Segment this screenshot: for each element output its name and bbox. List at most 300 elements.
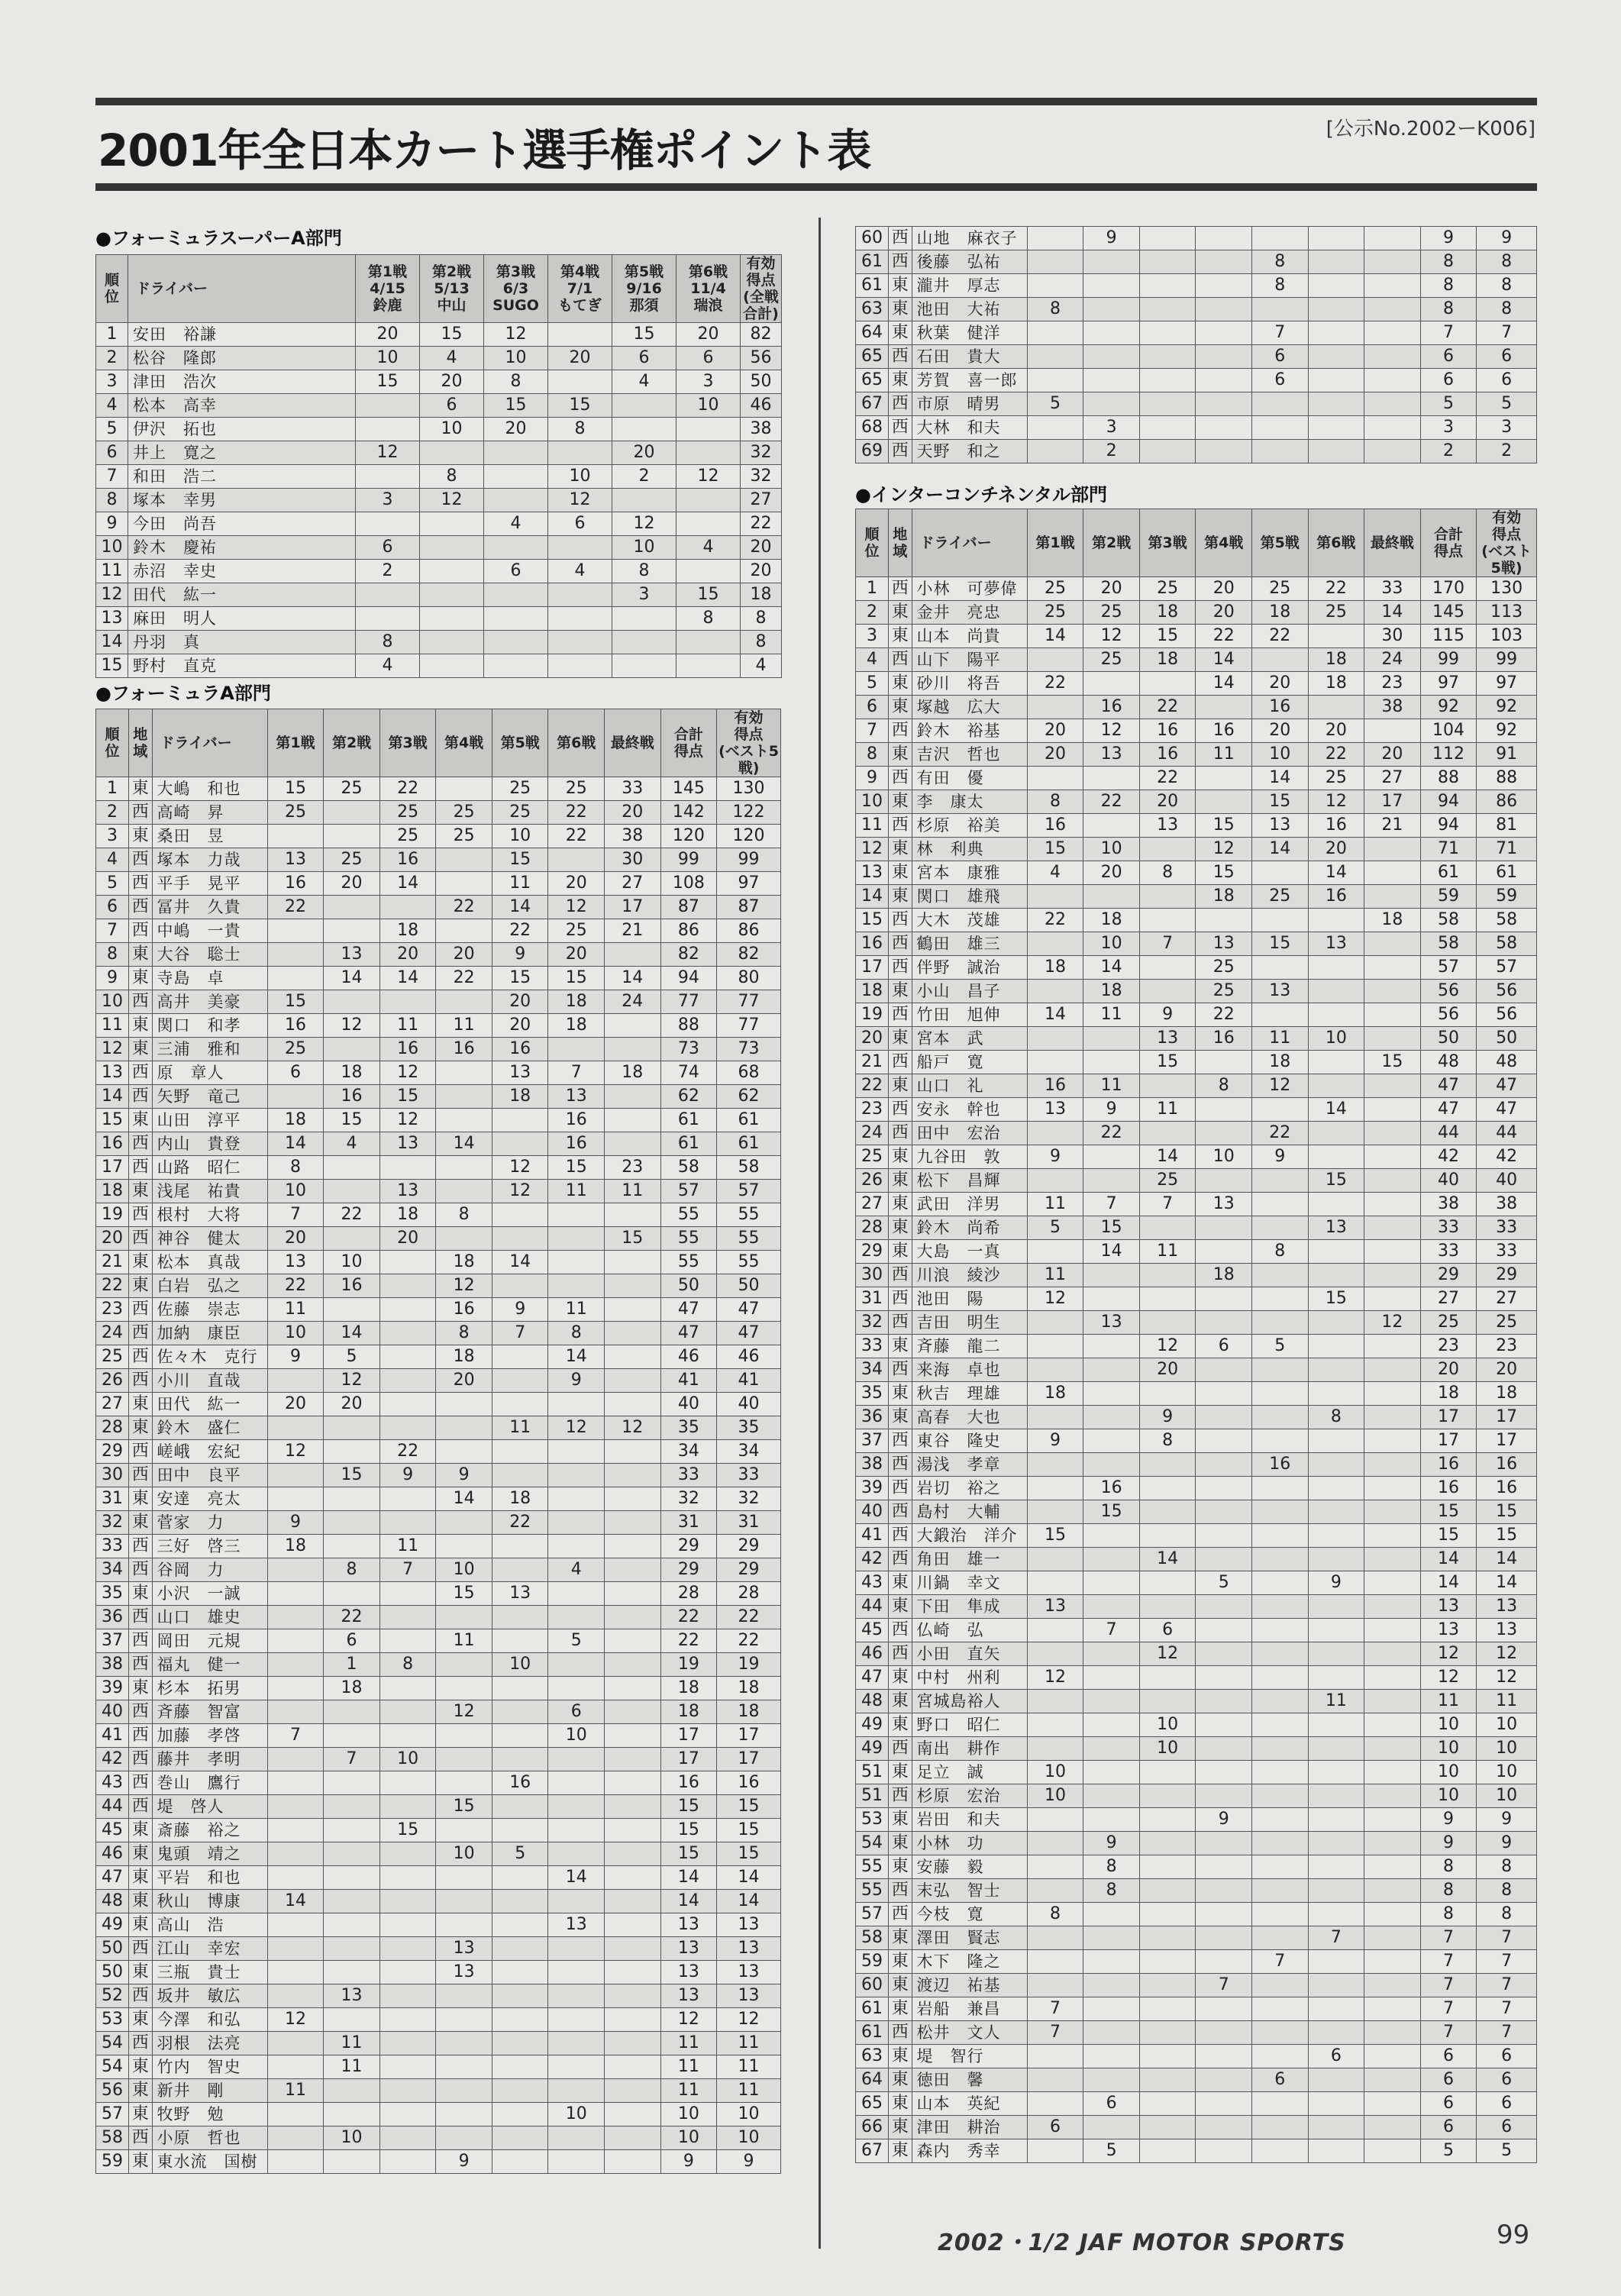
- table-cell: 8: [1420, 1855, 1477, 1879]
- table-cell: [267, 1937, 324, 1961]
- table-cell: [1196, 1500, 1252, 1524]
- table-cell: 10: [548, 465, 612, 489]
- driver-name-cell: 宮本 武: [912, 1027, 1027, 1051]
- table-cell: 14: [379, 872, 436, 896]
- column-header: 順 位: [96, 255, 128, 323]
- table-cell: 東: [128, 825, 152, 848]
- driver-name-cell: 小山 昌子: [912, 980, 1027, 1003]
- table-cell: 10: [1027, 1784, 1083, 1808]
- table-cell: 65: [856, 369, 889, 392]
- table-cell: [1196, 1406, 1252, 1429]
- table-row: [96, 1890, 781, 1913]
- table-cell: 25: [492, 801, 548, 825]
- table-cell: [1139, 1808, 1196, 1832]
- table-cell: 31: [717, 1511, 781, 1535]
- table-cell: [1364, 719, 1421, 743]
- table-cell: 14: [856, 885, 889, 909]
- table-cell: [436, 777, 492, 801]
- table-cell: 58: [856, 1926, 889, 1950]
- table-cell: [492, 1866, 548, 1890]
- table-cell: 46: [856, 1642, 889, 1666]
- table-cell: 17: [1364, 790, 1421, 814]
- table-cell: [324, 1937, 380, 1961]
- table-cell: 7: [1477, 1950, 1537, 1974]
- table-cell: 4: [741, 654, 782, 678]
- table-cell: 13: [548, 1085, 605, 1109]
- table-cell: 14: [1252, 767, 1309, 790]
- table-cell: 22: [1083, 790, 1140, 814]
- column-header: 第5戦 9/16 那須: [612, 255, 676, 323]
- table-cell: [1083, 1358, 1140, 1382]
- table-cell: [605, 1132, 661, 1156]
- table-cell: 22: [96, 1274, 129, 1298]
- table-cell: 東: [128, 1393, 152, 1416]
- table-cell: 12: [856, 838, 889, 861]
- table-cell: 145: [660, 777, 717, 801]
- table-cell: 56: [1477, 980, 1537, 1003]
- table-cell: [324, 1180, 380, 1203]
- driver-name-cell: 高山 浩: [152, 1913, 267, 1937]
- table-cell: 57: [717, 1180, 781, 1203]
- table-cell: 西: [888, 719, 912, 743]
- table-cell: 西: [888, 1524, 912, 1548]
- table-cell: 5: [1477, 2139, 1537, 2163]
- table-cell: 12: [717, 2008, 781, 2032]
- table-cell: 13: [436, 1961, 492, 1984]
- table-cell: [548, 1464, 605, 1487]
- table-cell: [324, 1913, 380, 1937]
- table-cell: 東: [888, 2116, 912, 2139]
- table-cell: [1364, 1524, 1421, 1548]
- table-row: [96, 1937, 781, 1961]
- table-cell: 15: [717, 1842, 781, 1866]
- table-cell: 西: [888, 345, 912, 369]
- table-row: [856, 1098, 1537, 1122]
- table-cell: 5: [1027, 392, 1083, 416]
- table-cell: [605, 1700, 661, 1724]
- table-cell: [1139, 1287, 1196, 1311]
- table-cell: 120: [717, 825, 781, 848]
- table-cell: 11: [96, 560, 128, 583]
- table-row: [856, 1571, 1537, 1595]
- table-cell: 14: [1477, 1571, 1537, 1595]
- table-cell: 22: [492, 919, 548, 943]
- table-row: [856, 2068, 1537, 2092]
- table-cell: 東: [128, 2103, 152, 2126]
- table-cell: 99: [717, 848, 781, 872]
- table-cell: 東: [128, 2008, 152, 2032]
- table-cell: [1196, 1855, 1252, 1879]
- table-cell: [436, 1535, 492, 1558]
- table-cell: [1083, 2045, 1140, 2068]
- table-cell: 27: [1420, 1287, 1477, 1311]
- table-cell: 14: [1420, 1548, 1477, 1571]
- table-cell: [1139, 838, 1196, 861]
- table-cell: 42: [856, 1548, 889, 1571]
- driver-name-cell: 関口 雄飛: [912, 885, 1027, 909]
- table-cell: 8: [548, 418, 612, 441]
- table-cell: [1027, 1619, 1083, 1642]
- table-cell: 44: [1477, 1122, 1537, 1145]
- table-cell: [1027, 1169, 1083, 1193]
- table-row: [856, 416, 1537, 440]
- table-cell: 9: [492, 943, 548, 967]
- table-cell: [1196, 392, 1252, 416]
- table-row: [96, 2126, 781, 2150]
- table-row: [96, 990, 781, 1014]
- table-cell: 11: [717, 2032, 781, 2055]
- driver-name-cell: 秋吉 理雄: [912, 1382, 1027, 1406]
- table-cell: 13: [1420, 1595, 1477, 1619]
- table-cell: 西: [888, 1548, 912, 1571]
- driver-name-cell: 加藤 孝啓: [152, 1724, 267, 1748]
- table-cell: 8: [1252, 250, 1309, 274]
- table-row: [96, 1819, 781, 1842]
- table-cell: 西: [128, 872, 152, 896]
- table-cell: 東: [128, 1819, 152, 1842]
- driver-name-cell: 大島 一真: [912, 1240, 1027, 1264]
- table-cell: [1196, 1169, 1252, 1193]
- table-row: [856, 2045, 1537, 2068]
- driver-name-cell: 原 章人: [152, 1061, 267, 1085]
- table-cell: 西: [128, 1464, 152, 1487]
- table-header-row: [856, 509, 1537, 577]
- table-cell: [1364, 321, 1421, 345]
- table-cell: 西: [128, 848, 152, 872]
- table-cell: [1252, 1169, 1309, 1193]
- table-cell: 8: [1139, 861, 1196, 885]
- table-cell: [1308, 1500, 1364, 1524]
- table-cell: 16: [1308, 885, 1364, 909]
- table-cell: 23: [1420, 1335, 1477, 1358]
- driver-name-cell: 鬼頭 靖之: [152, 1842, 267, 1866]
- table-cell: 67: [856, 2139, 889, 2163]
- table-cell: 16: [324, 1274, 380, 1298]
- table-cell: 12: [1477, 1642, 1537, 1666]
- table-cell: [379, 1629, 436, 1653]
- table-cell: [492, 1677, 548, 1700]
- driver-name-cell: 大林 和夫: [912, 416, 1027, 440]
- table-cell: 7: [96, 465, 128, 489]
- table-cell: [1308, 1855, 1364, 1879]
- driver-name-cell: 三浦 雅和: [152, 1038, 267, 1061]
- column-header: 最終戦: [1364, 509, 1421, 577]
- table-cell: [1364, 1784, 1421, 1808]
- table-cell: 18: [741, 583, 782, 607]
- table-cell: 27: [1364, 767, 1421, 790]
- table-cell: 25: [1420, 1311, 1477, 1335]
- column-header: 第5戦: [1252, 509, 1309, 577]
- table-cell: 2: [856, 601, 889, 625]
- table-cell: 13: [1477, 1595, 1537, 1619]
- table-cell: 9: [1420, 1808, 1477, 1832]
- table-cell: 22: [717, 1606, 781, 1629]
- table-cell: 22: [492, 1511, 548, 1535]
- table-cell: 東: [888, 2092, 912, 2116]
- table-row: [856, 696, 1537, 719]
- table-cell: [548, 441, 612, 465]
- table-cell: [324, 1842, 380, 1866]
- table-cell: 西: [888, 227, 912, 250]
- driver-name-cell: 大鍛治 洋介: [912, 1524, 1027, 1548]
- table-cell: [605, 1345, 661, 1369]
- table-cell: [1027, 369, 1083, 392]
- driver-name-cell: 松谷 隆郎: [128, 347, 356, 370]
- table-cell: [1252, 1974, 1309, 1997]
- table-cell: [1364, 1666, 1421, 1690]
- table-cell: 13: [717, 1913, 781, 1937]
- driver-name-cell: 平手 晃平: [152, 872, 267, 896]
- table-cell: 12: [267, 1440, 324, 1464]
- table-cell: [1196, 416, 1252, 440]
- table-cell: 9: [267, 1511, 324, 1535]
- table-cell: [1027, 696, 1083, 719]
- table-cell: [1252, 1642, 1309, 1666]
- table-cell: [1308, 1808, 1364, 1832]
- table-cell: 東: [888, 1926, 912, 1950]
- table-cell: 53: [856, 1808, 889, 1832]
- table-cell: 10: [1139, 1737, 1196, 1761]
- table-cell: 6: [324, 1629, 380, 1653]
- table-cell: 11: [324, 2055, 380, 2079]
- table-cell: [1027, 1406, 1083, 1429]
- table-row: [96, 777, 781, 801]
- table-row: [96, 394, 782, 418]
- table-cell: 6: [1308, 2045, 1364, 2068]
- driver-name-cell: 羽根 法亮: [152, 2032, 267, 2055]
- table-row: [856, 2116, 1537, 2139]
- table-cell: 3: [676, 370, 741, 394]
- table-cell: 20: [1196, 601, 1252, 625]
- table-cell: [1364, 1548, 1421, 1571]
- table-cell: 西: [128, 2032, 152, 2055]
- driver-name-cell: 谷岡 力: [152, 1558, 267, 1582]
- table-cell: 11: [1308, 1690, 1364, 1713]
- table-cell: [267, 1961, 324, 1984]
- driver-name-cell: 林 利典: [912, 838, 1027, 861]
- table-cell: 10: [1420, 1784, 1477, 1808]
- table-cell: [1139, 1453, 1196, 1477]
- table-cell: [484, 631, 548, 654]
- table-cell: [1252, 1216, 1309, 1240]
- table-cell: 29: [856, 1240, 889, 1264]
- table-cell: 西: [888, 440, 912, 463]
- table-cell: [1139, 369, 1196, 392]
- table-cell: 20: [267, 1227, 324, 1251]
- table-cell: 13: [717, 1961, 781, 1984]
- table-cell: [379, 1298, 436, 1322]
- table-cell: 8: [1196, 1074, 1252, 1098]
- table-cell: 13: [717, 1937, 781, 1961]
- table-cell: 18: [1139, 648, 1196, 672]
- table-cell: 9: [1196, 1808, 1252, 1832]
- table-cell: [267, 1653, 324, 1677]
- table-row: [856, 1003, 1537, 1027]
- table-cell: 13: [1420, 1619, 1477, 1642]
- table-cell: [1196, 1642, 1252, 1666]
- table-cell: [1083, 1690, 1140, 1713]
- table-cell: 47: [717, 1322, 781, 1345]
- table-row: [856, 956, 1537, 980]
- table-cell: 56: [1420, 980, 1477, 1003]
- table-cell: 22: [717, 1629, 781, 1653]
- table-cell: 12: [324, 1369, 380, 1393]
- table-cell: 西: [128, 1984, 152, 2008]
- table-cell: 16: [436, 1298, 492, 1322]
- table-cell: 18: [1027, 1382, 1083, 1406]
- table-cell: 11: [492, 872, 548, 896]
- table-cell: [324, 2079, 380, 2103]
- table-cell: 47: [1420, 1098, 1477, 1122]
- table-cell: 18: [1083, 980, 1140, 1003]
- table-cell: 9: [436, 1464, 492, 1487]
- table-cell: 11: [548, 1298, 605, 1322]
- table-cell: [1196, 440, 1252, 463]
- table-cell: 東: [888, 1169, 912, 1193]
- table-cell: 3: [96, 825, 129, 848]
- table-cell: 8: [548, 1322, 605, 1345]
- table-cell: 東: [888, 1027, 912, 1051]
- table-cell: 西: [888, 1453, 912, 1477]
- table-cell: 20: [1364, 743, 1421, 767]
- driver-name-cell: 福丸 健一: [152, 1653, 267, 1677]
- table-cell: 西: [888, 1903, 912, 1926]
- table-cell: [1364, 274, 1421, 298]
- table-cell: 15: [612, 323, 676, 347]
- driver-name-cell: 藤井 孝明: [152, 1748, 267, 1771]
- table-cell: 92: [1477, 719, 1537, 743]
- table-cell: [379, 896, 436, 919]
- table-cell: [1083, 1997, 1140, 2021]
- table-cell: 東: [888, 1950, 912, 1974]
- table-cell: 27: [1477, 1287, 1537, 1311]
- table-cell: 6: [676, 347, 741, 370]
- page-title: 2001年全日本カート選手権ポイント表: [98, 124, 871, 176]
- table-cell: 22: [436, 896, 492, 919]
- table-cell: [1139, 1761, 1196, 1784]
- table-cell: 18: [1420, 1382, 1477, 1406]
- table-cell: 58: [1420, 909, 1477, 932]
- table-cell: [1196, 1926, 1252, 1950]
- table-cell: [1083, 1903, 1140, 1926]
- driver-name-cell: 小林 可夢偉: [912, 577, 1027, 601]
- table-cell: 14: [96, 1085, 129, 1109]
- document-reference: [公示No.2002ーK006]: [1326, 118, 1535, 140]
- table-row: [96, 1227, 781, 1251]
- driver-name-cell: 斉藤 智富: [152, 1700, 267, 1724]
- table-cell: 13: [1139, 814, 1196, 838]
- table-cell: 8: [1420, 298, 1477, 321]
- table-cell: [1252, 1429, 1309, 1453]
- table-cell: [267, 1771, 324, 1795]
- table-row: [856, 1855, 1537, 1879]
- table-cell: [436, 1180, 492, 1203]
- table-row: [856, 1216, 1537, 1240]
- driver-name-cell: 砂川 将吾: [912, 672, 1027, 696]
- table-cell: 22: [379, 777, 436, 801]
- table-cell: 18: [1308, 648, 1364, 672]
- table-cell: 24: [856, 1122, 889, 1145]
- table-cell: 11: [1083, 1074, 1140, 1098]
- table-cell: 15: [436, 1795, 492, 1819]
- table-cell: 33: [660, 1464, 717, 1487]
- table-cell: [379, 1606, 436, 1629]
- driver-name-cell: 山口 雄史: [152, 1606, 267, 1629]
- column-header: 第2戦: [1083, 509, 1140, 577]
- table-cell: 6: [96, 896, 129, 919]
- table-cell: 20: [741, 536, 782, 560]
- table-cell: [356, 418, 420, 441]
- table-cell: [1308, 1548, 1364, 1571]
- driver-name-cell: 今枝 寛: [912, 1903, 1027, 1926]
- table-cell: [436, 1393, 492, 1416]
- table-cell: 3: [856, 625, 889, 648]
- table-cell: 12: [660, 2008, 717, 2032]
- table-cell: [492, 1203, 548, 1227]
- table-cell: [1308, 1666, 1364, 1690]
- table-cell: 86: [717, 919, 781, 943]
- header-bottom-rule: [95, 183, 1537, 191]
- table-cell: 55: [856, 1879, 889, 1903]
- table-cell: 14: [1477, 1548, 1537, 1571]
- table-cell: [267, 1700, 324, 1724]
- table-cell: 57: [660, 1180, 717, 1203]
- table-cell: [612, 394, 676, 418]
- table-cell: [324, 1700, 380, 1724]
- driver-name-cell: 伴野 誠治: [912, 956, 1027, 980]
- table-cell: 61: [856, 1997, 889, 2021]
- table-row: [96, 583, 782, 607]
- table-cell: 12: [1027, 1666, 1083, 1690]
- table-cell: 22: [1139, 767, 1196, 790]
- table-cell: 14: [660, 1866, 717, 1890]
- table-row: [856, 298, 1537, 321]
- table-cell: 68: [717, 1061, 781, 1085]
- table-cell: [548, 848, 605, 872]
- table-cell: [548, 1606, 605, 1629]
- section-title-formula-a: ●フォーミュラA部門: [95, 683, 271, 704]
- table-cell: 71: [1420, 838, 1477, 861]
- table-cell: 47: [660, 1322, 717, 1345]
- table-cell: [1196, 345, 1252, 369]
- table-cell: [1364, 861, 1421, 885]
- table-row: [96, 347, 782, 370]
- table-cell: 40: [96, 1700, 129, 1724]
- table-cell: [1252, 1903, 1309, 1926]
- table-cell: 22: [324, 1606, 380, 1629]
- table-cell: 87: [717, 896, 781, 919]
- table-cell: 29: [660, 1535, 717, 1558]
- table-cell: 9: [96, 967, 129, 990]
- table-cell: 7: [1420, 2021, 1477, 2045]
- table-cell: 東: [128, 1274, 152, 1298]
- table-cell: 西: [128, 2126, 152, 2150]
- table-cell: 西: [128, 1227, 152, 1251]
- table-cell: 20: [1027, 743, 1083, 767]
- table-row: [96, 1677, 781, 1700]
- table-cell: 16: [1420, 1477, 1477, 1500]
- table-cell: 20: [856, 1027, 889, 1051]
- table-cell: 8: [856, 743, 889, 767]
- table-cell: 15: [1196, 814, 1252, 838]
- table-cell: 東: [128, 1582, 152, 1606]
- table-cell: 14: [436, 1487, 492, 1511]
- table-cell: [605, 1582, 661, 1606]
- table-cell: [605, 1487, 661, 1511]
- table-cell: [1139, 1666, 1196, 1690]
- table-cell: 6: [1477, 345, 1537, 369]
- table-row: [856, 440, 1537, 463]
